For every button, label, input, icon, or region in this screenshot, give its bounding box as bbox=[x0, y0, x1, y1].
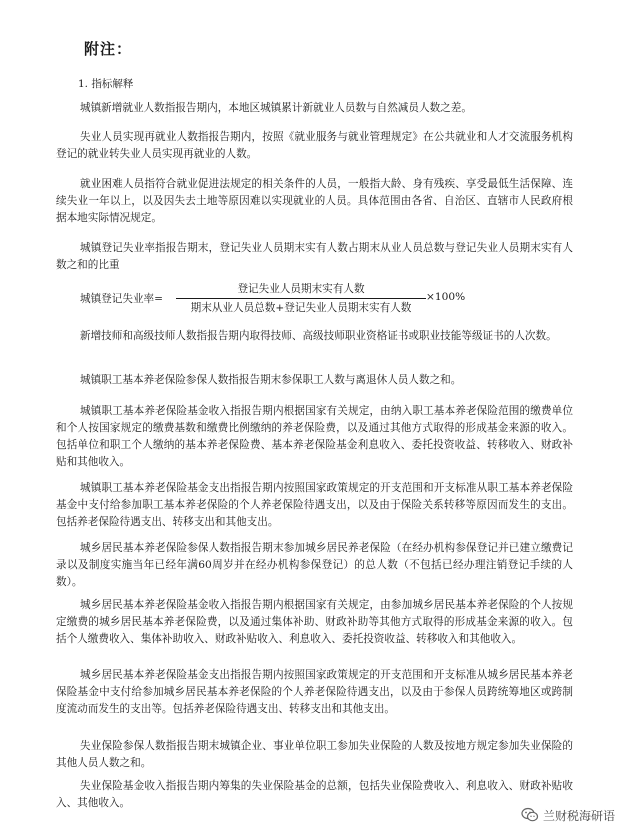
formula-fraction bbox=[176, 282, 426, 316]
fraction-bar bbox=[176, 298, 426, 299]
paragraph-registered-unemployment-rate: 城镇登记失业率指报告期末，登记失业人员期末实有人数占期末从业人员总数与登记失业人员期末实有人数之和的比重 bbox=[56, 242, 573, 271]
paragraph-reemployment: 失业人员实现再就业人数指报告期内，按照《就业服务与就业管理规定》在公共就业和人才交流服务机构登记的就业转失业人员实现再就业的人数。 bbox=[56, 131, 573, 160]
formula-numerator: 登记失业人员期末实有人数 bbox=[237, 283, 365, 295]
paragraph-rural-pension-participants: 城乡居民基本养老保险参保人数指报告期末参加城乡居民养老保险（在经办机构参保登记并已建立缴费记录以及制度实施当年已经年满60周岁并在经办机构参保登记）的总人数（不包括已经办理注销登记手续的人数）。 bbox=[56, 542, 573, 588]
paragraph-new-technicians: 新增技师和高级技师人数指报告期内取得技师、高级技师职业资格证书或职业技能等级证书的人次数。 bbox=[80, 330, 557, 342]
formula-multiplier: ×100% bbox=[426, 291, 466, 303]
paragraph-urban-pension-income: 城镇职工基本养老保险基金收入指报告期内根据国家有关规定，由纳入职工基本养老保险范围的缴费单位和个人按国家规定的缴费基数和缴费比例缴纳的养老保险费，以及通过其他方式取得的形成基金来源的收入。包括单位和职工个人缴纳的基本养老保险费、基本养老保险基金利息收入、委托投资收益、转移收入、财政补贴和其他收入。 bbox=[56, 405, 573, 468]
formula-lhs: 城镇登记失业率= bbox=[80, 293, 164, 305]
watermark-text: 兰财税海研语 bbox=[542, 808, 615, 823]
paragraph-unemployment-insurance-income: 失业保险基金收入指报告期内筹集的失业保险基金的总额，包括失业保险费收入、利息收入、财政补贴收入、其他收入。 bbox=[56, 780, 573, 809]
paragraph-unemployment-insurance-participants: 失业保险参保人数指报告期末城镇企业、事业单位职工参加失业保险的人数及按地方规定参加失业保险的其他人员人数之和。 bbox=[56, 740, 573, 769]
paragraph-employment-difficulty: 就业困难人员指符合就业促进法规定的相关条件的人员，一般指大龄、身有残疾、享受最低生活保障、连续失业一年以上，以及因失去土地等原因难以实现就业的人员。具体范围由各省、自治区、直辖市人民政府根据本地实际情况规定。 bbox=[56, 178, 573, 224]
wechat-icon bbox=[521, 807, 539, 823]
document-title: 附注： bbox=[84, 40, 133, 58]
unemployment-rate-formula bbox=[80, 282, 480, 318]
paragraph-new-urban-employment: 城镇新增就业人数指报告期内，本地区城镇累计新就业人员数与自然减员人数之差。 bbox=[80, 102, 472, 114]
paragraph-urban-pension-participants: 城镇职工基本养老保险参保人数指报告期末参保职工人数与离退休人员人数之和。 bbox=[80, 374, 462, 386]
paragraph-rural-pension-income: 城乡居民基本养老保险基金收入指报告期内根据国家有关规定，由参加城乡居民基本养老保险的个人按规定缴费的城乡居民基本养老保险费，以及通过集体补助、财政补助等其他方式取得的形成基金来源的收入。包括个人缴费收入、集体补助收入、财政补贴收入、利息收入、委托投资收益、转移收入和其他收入。 bbox=[56, 599, 573, 645]
watermark bbox=[521, 805, 615, 825]
formula-denominator: 期末从业人员总数+登记失业人员期末实有人数 bbox=[190, 302, 412, 314]
paragraph-urban-pension-expenditure: 城镇职工基本养老保险基金支出指报告期内按照国家政策规定的开支范围和开支标准从职工基本养老保险基金中支付给参加职工基本养老保险的个人养老保险待遇支出，以及由于保险关系转移等原因而发生的支出。包括养老保险待遇支出、转移支出和其他支出。 bbox=[56, 482, 573, 528]
section-heading: 1. 指标解释 bbox=[78, 78, 134, 90]
paragraph-rural-pension-expenditure: 城乡居民基本养老保险基金支出指报告期内按照国家政策规定的开支范围和开支标准从城乡居民基本养老保险基金中支付给参加城乡居民基本养老保险的个人养老保险待遇支出，以及由于参保人员跨统筹地区或跨制度流动而发生的支出等。包括养老保险待遇支出、转移支出和其他支出。 bbox=[56, 669, 573, 715]
